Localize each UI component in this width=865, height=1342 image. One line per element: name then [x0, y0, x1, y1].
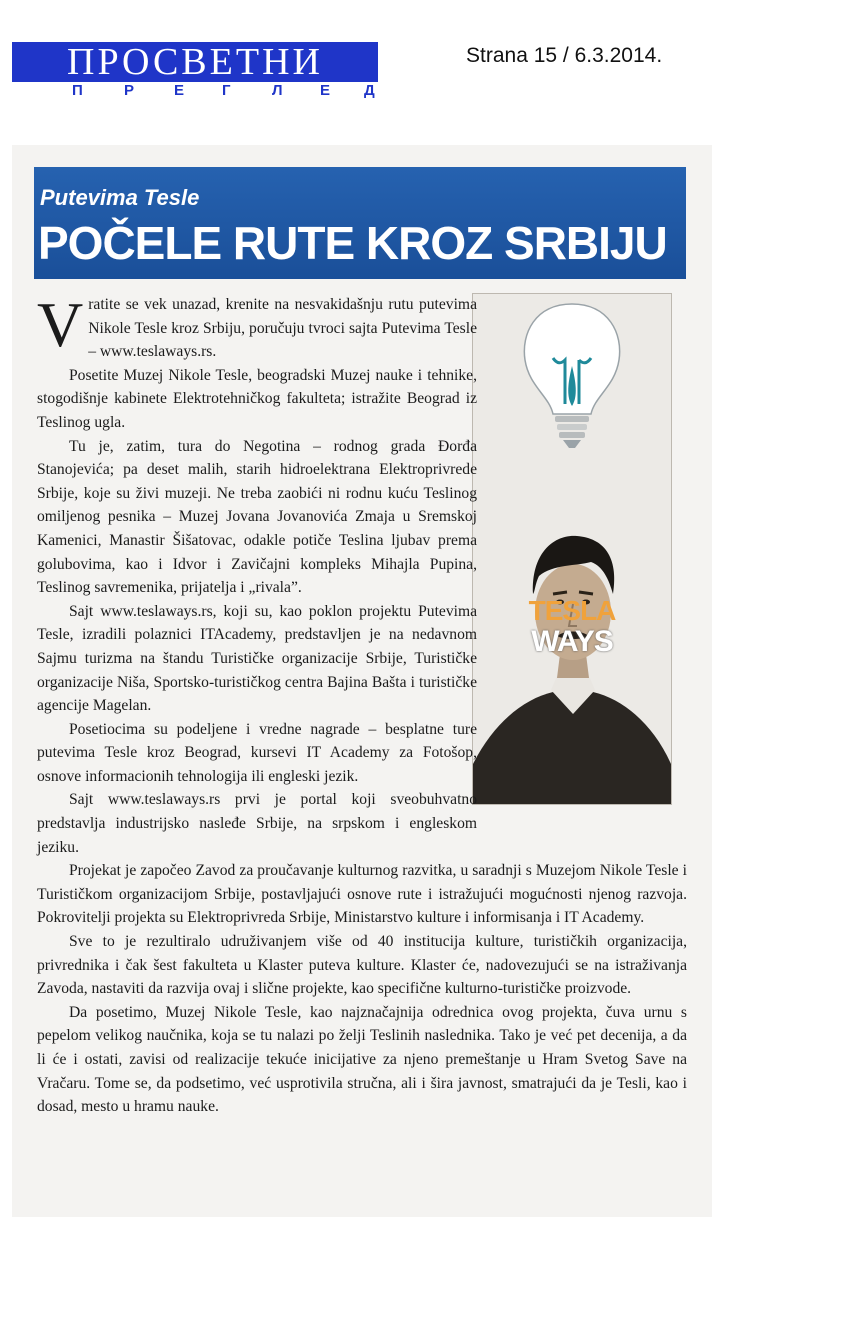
article-paragraph: Posetiocima su podeljene i vredne nagrade – besplatne ture putevima Tesle kroz Beograd, kursevi IT Academy za Fotošop, osnove informacionih tehnologija ili engleski jezik.	[37, 720, 477, 785]
page-number-date: Strana 15 / 6.3.2014.	[466, 44, 663, 67]
article-paragraph: Tu je, zatim, tura do Negotina – rodnog grada Đorđa Stanojevića; pa deset malih, starih hidroelektrana Elektroprivrede Srbije, koje su živi muzeji. Ne treba zaobići ni rodnu kuću Teslinog omiljenog pesnika – Muzej Jovana Jovanovića Zmaja u Sremskoj Kamenici, Manastir Šišatovac, odakle potiče Teslina ljubav prema golubovima, kao i Idvor i Zavičajni kompleks Mihajla Pupina, Teslinog savremenika, prijatelja i „rivala”.	[37, 437, 477, 597]
article-body	[37, 289, 687, 1203]
masthead-subtitle-letter: Е	[174, 82, 185, 99]
article-headline: POČELE RUTE KROZ SRBIJU	[38, 217, 667, 269]
masthead-subtitle-letter: Е	[320, 82, 331, 99]
masthead-subtitle-letter: Г	[222, 82, 231, 99]
masthead-subtitle-letter: П	[72, 82, 83, 99]
article-paragraph: Da posetimo, Muzej Nikole Tesle, kao najznačajnija odrednica ovog projekta, čuva urnu s pepelom velikog naučnika, koja se tu nalazi po želji Teslinih naslednika. Tako je već pet decenija, a da li će i ostati, zavisi od realizacije tekuće inicijative za njeno premeštanje u Hram Svetog Save na Vračaru. Tome se, da podsetimo, već usprotivila stručna, ali i šira javnost, smatrajući da je Tesli, kao i dosad, mesto u hramu nauke.	[37, 1003, 687, 1116]
tesla-ways-logo-line1: TESLA	[528, 595, 616, 626]
article-banner	[34, 167, 686, 279]
article-paragraph: Vratite se vek unazad, krenite na nesvakidašnju rutu putevima Nikole Tesle kroz Srbiju, poručuju tvroci sajta Putevima Tesle – www.teslaways.rs.	[37, 289, 477, 361]
article-kicker: Putevima Tesle	[40, 185, 200, 210]
article-paragraph: Projekat je započeo Zavod za proučavanje kulturnog razvitka, u saradnji s Muzejom Nikole Tesle i Turističkom organizacijom Srbije, postavljajući osnove rute i istražujući mogućnosti njenog razvoja. Pokrovitelji projekta su Elektroprivreda Srbije, Ministarstvo kulture i informisanja i IT Academy.	[37, 862, 687, 927]
masthead-subtitle-letter: Л	[272, 82, 283, 99]
drop-cap: V	[37, 289, 84, 360]
masthead-title: ПРОСВЕТНИ	[12, 42, 378, 82]
masthead-subtitle-letter: Р	[124, 82, 135, 99]
article-paragraph: Posetite Muzej Nikole Tesle, beogradski Muzej nauke i tehnike, stogodišnje kabinete Elektrotehničkog fakulteta; istražite Beograd iz Teslinog ugla.	[37, 366, 477, 431]
masthead-logo	[12, 42, 378, 100]
masthead-subtitle	[12, 82, 378, 100]
article-paragraph: Sajt www.teslaways.rs, koji su, kao poklon projektu Putevima Tesle, izradili polaznici ITAcademy, predstavljen je na nedavnom Sajmu turizma na štandu Turističke organizacije Srbije, Turističke organizacije Niša, Sportsko-turističkog centra Bajina Bašta i turističke agencije Magelan.	[37, 602, 477, 715]
tesla-ways-logo-line2: WAYS	[531, 625, 613, 658]
article-paragraph: Sve to je rezultiralo udruživanjem više od 40 institucija kulture, turističkih organizacija, privrednika i čak šest fakulteta u Klaster puteva kulture. Klaster će, nadovezujući se na istraživanja Zavoda, nastaviti da razvija ovaj i slične projekte, kao specifične kulturno-turističke proizvode.	[37, 933, 687, 998]
masthead-subtitle-letter: Д	[364, 82, 375, 99]
article-clipping	[12, 145, 712, 1217]
article-paragraph: Sajt www.teslaways.rs prvi je portal koji sveobuhvatno predstavlja industrijsko nasleđe Srbije, na srpskom i engleskom jeziku.	[37, 791, 477, 856]
